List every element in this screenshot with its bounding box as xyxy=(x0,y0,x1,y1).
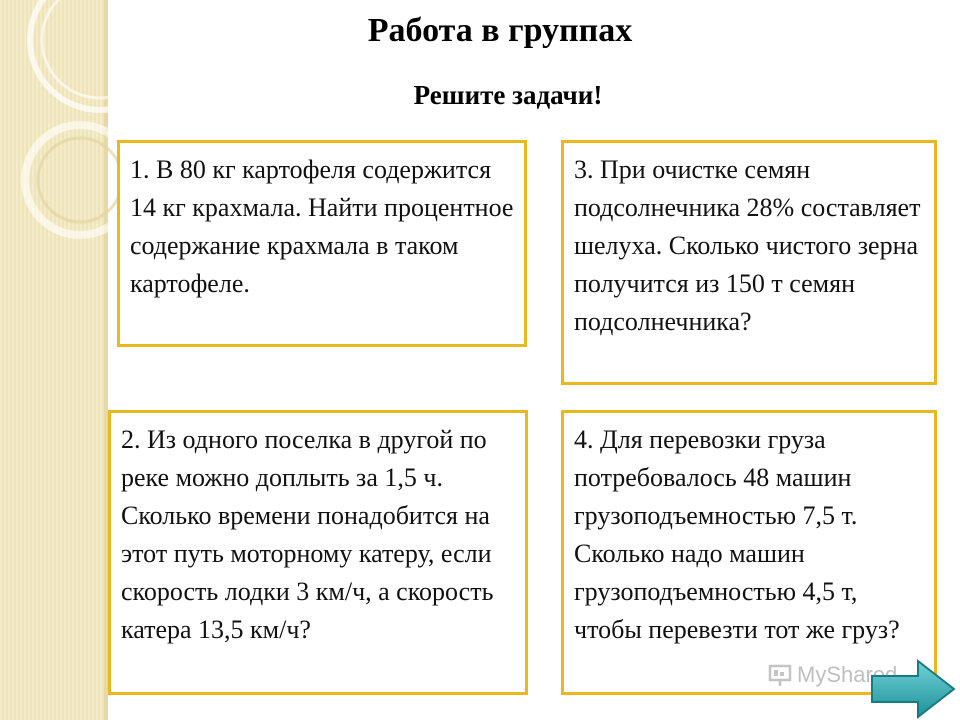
task-box-3: 3. При очистке семян подсолнечника 28% составляет шелуха. Сколько чистого зерна получится из 150 т семян подсолнечника? xyxy=(561,140,937,385)
slide-title: Работа в группах xyxy=(367,12,633,49)
presentation-icon xyxy=(767,662,793,688)
task-box-1: 1. В 80 кг картофеля содержится 14 кг крахмала. Найти процентное содержание крахмала в таком картофеле. xyxy=(117,140,527,347)
watermark-text: MyShared xyxy=(797,662,898,687)
task-box-2: 2. Из одного поселка в другой по реке можно доплыть за 1,5 ч. Сколько времени понадобится на этот путь моторному катеру, если скорость лодки 3 км/ч, а скорость катера 13,5 км/ч? xyxy=(108,410,528,695)
slide-subtitle: Решите задачи! xyxy=(413,80,603,110)
next-slide-arrow-icon[interactable] xyxy=(868,658,958,720)
task-box-4: 4. Для перевозки груза потребовалось 48 машин грузоподъемностью 7,5 т. Сколько надо машин грузоподъемностью 4,5 т, чтобы перевезти тот же груз? xyxy=(561,410,937,695)
